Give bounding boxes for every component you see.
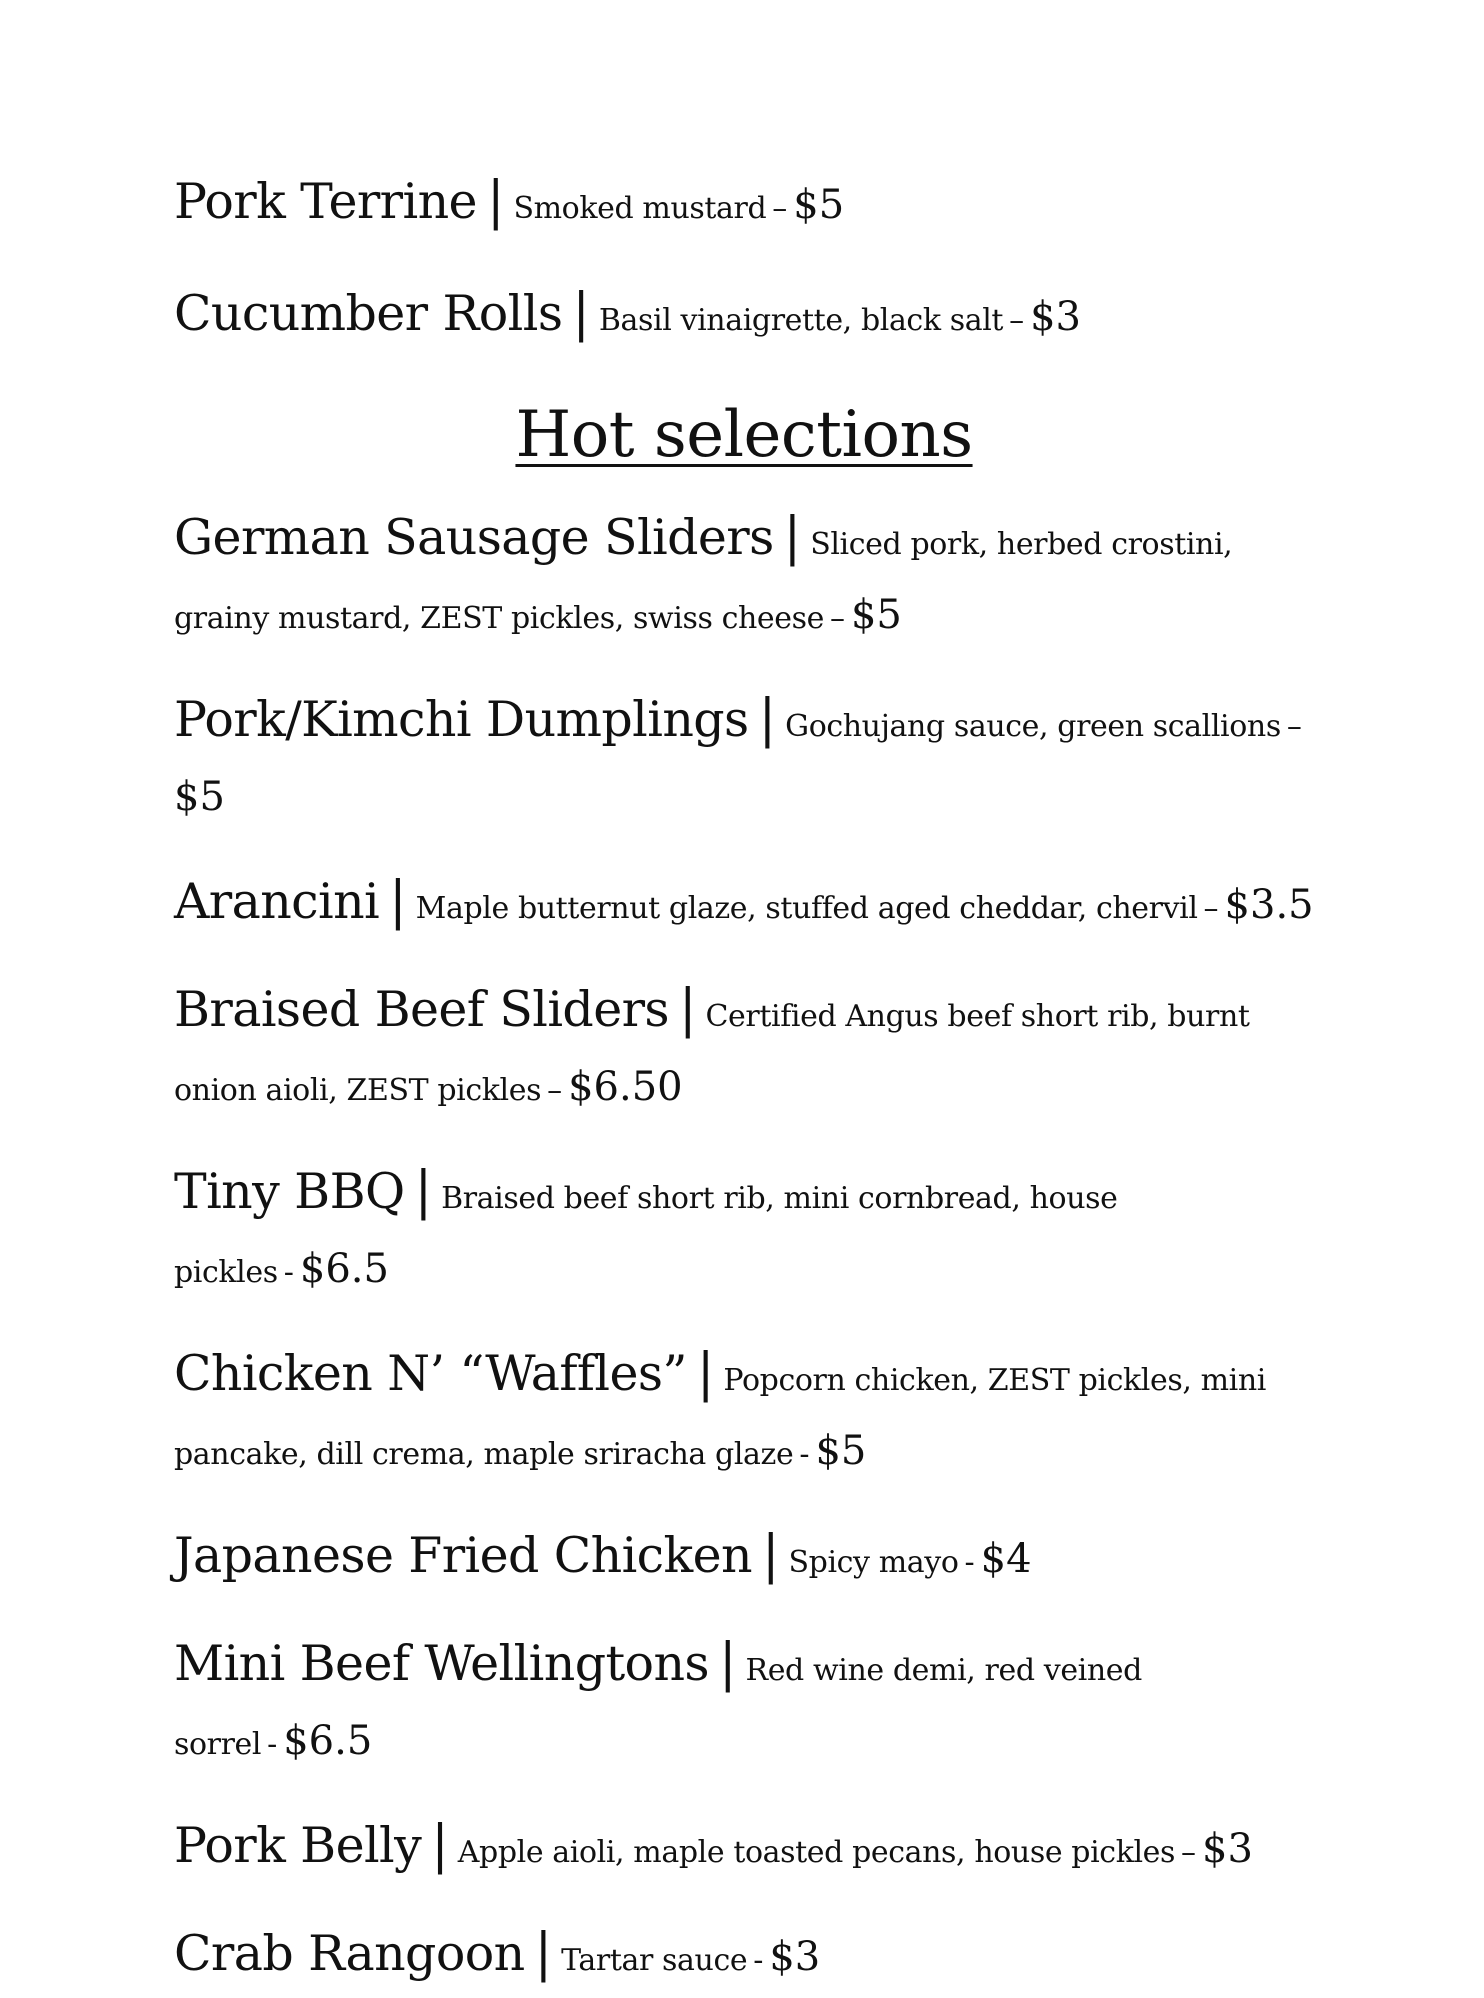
- menu-item: [174, 868, 1314, 946]
- item-name: Tiny BBQ: [174, 1163, 405, 1220]
- item-name: Crab Rangoon: [174, 1925, 525, 1982]
- menu-item: [174, 1340, 1314, 1492]
- menu-item: [174, 1630, 1314, 1782]
- item-description: Smoked mustard: [513, 191, 767, 226]
- item-dash: –: [829, 601, 845, 636]
- item-description: Spicy mayo: [788, 1545, 959, 1580]
- menu-item: [174, 504, 1314, 656]
- item-dash: –: [1181, 1835, 1197, 1870]
- item-separator: |: [572, 283, 590, 343]
- item-description: Braised beef short rib, mini cornbread, house pickles: [174, 1181, 1118, 1290]
- item-price: $6.5: [299, 1246, 389, 1292]
- item-separator: |: [718, 1633, 737, 1693]
- section-title-hot-selections: Hot selections: [515, 398, 973, 472]
- item-price: $3: [1202, 1826, 1253, 1872]
- menu-item: [174, 1158, 1314, 1310]
- item-separator: |: [678, 979, 697, 1039]
- item-name: Pork Terrine: [174, 173, 477, 230]
- item-dash: -: [283, 1255, 294, 1290]
- item-separator: |: [758, 689, 777, 749]
- cold-items-list: [174, 168, 1314, 358]
- menu-content: [174, 168, 1314, 1998]
- item-price: $6.5: [283, 1718, 373, 1764]
- item-price: $5: [815, 1428, 867, 1474]
- item-description: Basil vinaigrette, black salt: [598, 303, 1004, 338]
- menu-item: [174, 686, 1314, 838]
- item-name: German Sausage Sliders: [174, 509, 774, 566]
- item-name: Japanese Fried Chicken: [174, 1527, 752, 1584]
- item-description: Popcorn chicken, ZEST pickles, mini pancake, dill crema, maple sriracha glaze: [174, 1363, 1266, 1472]
- item-separator: |: [783, 507, 802, 567]
- item-name: Mini Beef Wellingtons: [174, 1635, 709, 1692]
- menu-item: [174, 1812, 1314, 1890]
- item-name: Braised Beef Sliders: [174, 981, 669, 1038]
- menu-item: [174, 168, 1314, 246]
- item-separator: |: [534, 1923, 553, 1983]
- item-dash: -: [799, 1437, 810, 1472]
- item-price: $6.50: [568, 1064, 683, 1110]
- item-separator: |: [414, 1161, 433, 1221]
- item-description: Gochujang sauce, green scallions: [785, 709, 1281, 744]
- hot-items-list: [174, 504, 1314, 1998]
- item-dash: –: [772, 191, 788, 226]
- item-price: $5: [793, 182, 845, 228]
- item-dash: -: [267, 1727, 278, 1762]
- item-dash: –: [1009, 303, 1025, 338]
- menu-item: [174, 280, 1314, 358]
- item-dash: –: [547, 1073, 563, 1108]
- item-dash: -: [753, 1943, 764, 1978]
- item-dash: –: [1203, 891, 1219, 926]
- item-description: Maple butternut glaze, stuffed aged cheddar, chervil: [415, 891, 1198, 926]
- item-name: Chicken N’ “Waffles”: [174, 1345, 687, 1402]
- item-description: Sliced pork, herbed crostini, grainy mustard, ZEST pickles, swiss cheese: [174, 527, 1233, 636]
- item-name: Cucumber Rolls: [174, 285, 563, 342]
- item-price: $3.5: [1224, 882, 1314, 928]
- item-description: Tartar sauce: [561, 1943, 748, 1978]
- item-separator: |: [696, 1343, 715, 1403]
- item-name: Arancini: [174, 873, 380, 930]
- item-separator: |: [486, 171, 505, 231]
- item-name: Pork Belly: [174, 1817, 422, 1874]
- menu-item: [174, 1920, 1314, 1998]
- item-dash: -: [964, 1545, 975, 1580]
- item-price: $4: [980, 1536, 1032, 1582]
- menu-item: [174, 1522, 1314, 1600]
- item-separator: |: [761, 1525, 780, 1585]
- menu-item: [174, 976, 1314, 1128]
- item-price: $3: [1030, 294, 1081, 340]
- item-separator: |: [389, 871, 407, 931]
- item-separator: |: [431, 1815, 449, 1875]
- item-price: $5: [174, 774, 225, 820]
- item-name: Pork/Kimchi Dumplings: [174, 691, 749, 748]
- item-price: $5: [850, 592, 902, 638]
- item-description: Red wine demi, red veined sorrel: [174, 1653, 1142, 1762]
- item-description: Certified Angus beef short rib, burnt onion aioli, ZEST pickles: [174, 999, 1250, 1108]
- item-dash: –: [1286, 709, 1302, 744]
- item-price: $3: [769, 1934, 821, 1980]
- item-description: Apple aioli, maple toasted pecans, house pickles: [457, 1835, 1176, 1870]
